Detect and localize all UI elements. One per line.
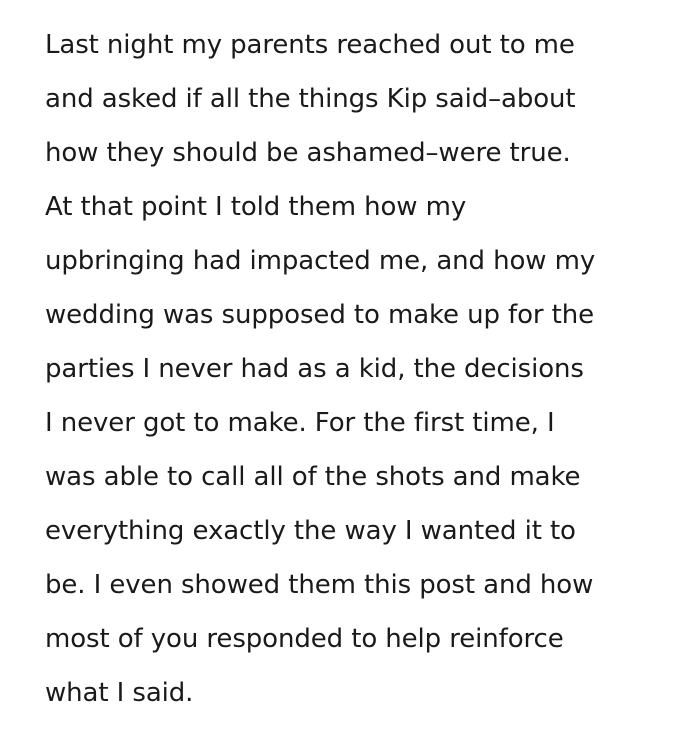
text-line: I never got to make. For the first time, I — [45, 408, 555, 438]
text-line: most of you responded to help reinforce — [45, 624, 564, 654]
text-line: was able to call all of the shots and make — [45, 462, 581, 492]
text-line: everything exactly the way I wanted it to — [45, 516, 576, 546]
text-line: parties I never had as a kid, the decisions — [45, 354, 584, 384]
text-line: At that point I told them how my — [45, 192, 467, 222]
text-line: and asked if all the things Kip said–about — [45, 84, 576, 114]
text-line: upbringing had impacted me, and how my — [45, 246, 596, 276]
text-line: be. I even showed them this post and how — [45, 570, 594, 600]
text-line: wedding was supposed to make up for the — [45, 300, 595, 330]
text-line: how they should be ashamed–were true. — [45, 138, 571, 168]
text-line: Last night my parents reached out to me — [45, 30, 575, 60]
text-line: what I said. — [45, 678, 194, 708]
